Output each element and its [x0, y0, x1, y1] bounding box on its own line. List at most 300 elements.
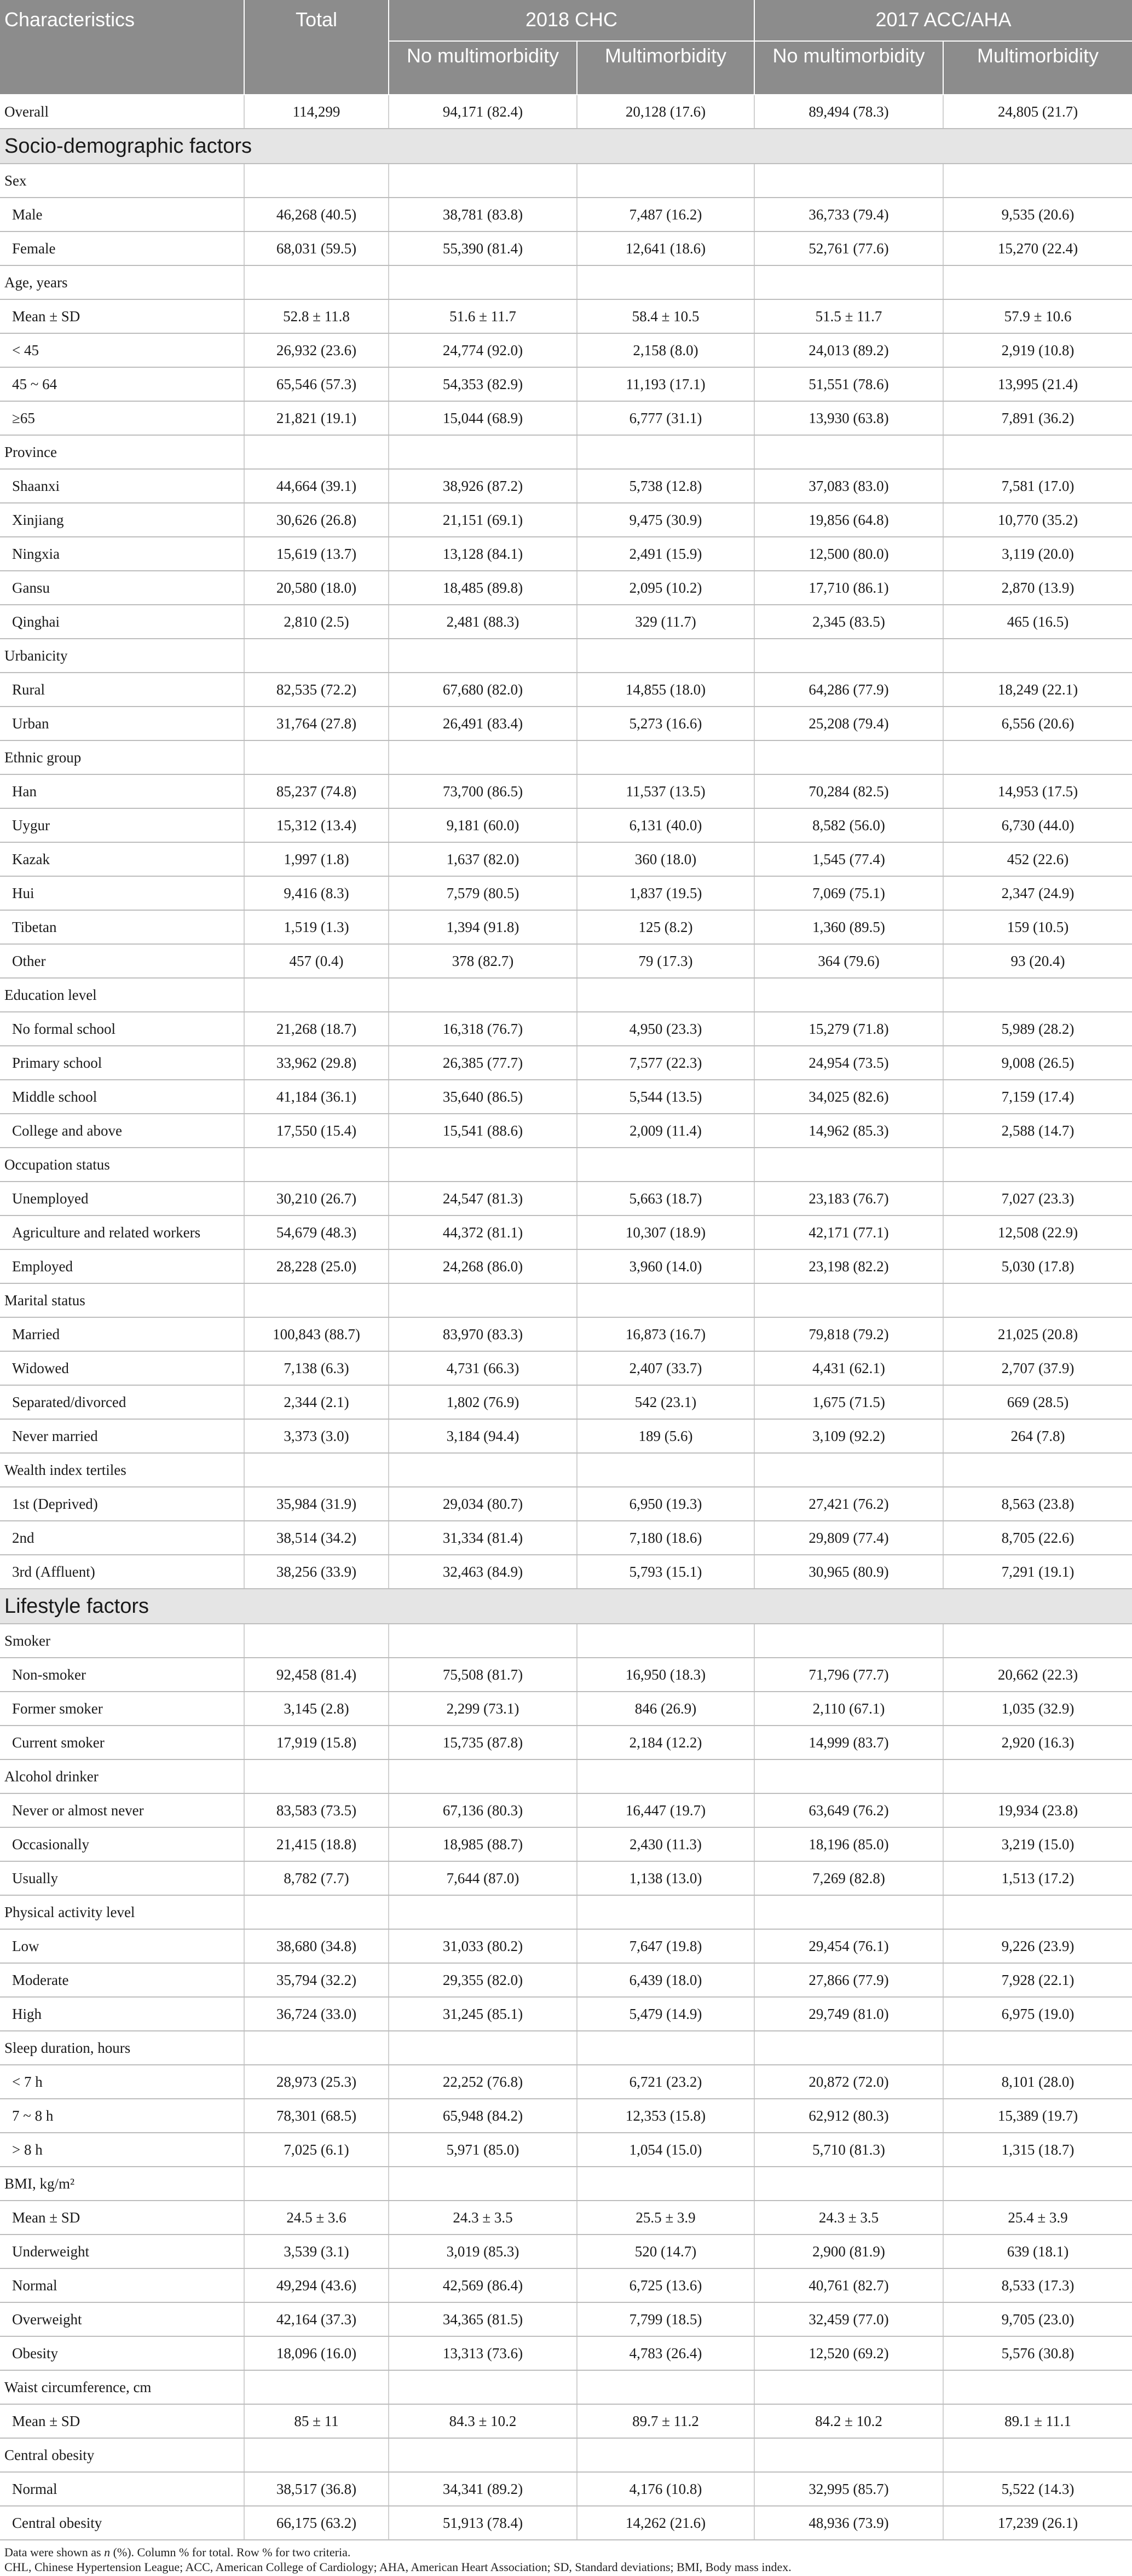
cell-chc-no-multimorbidity: 378 (82.7): [389, 944, 577, 978]
cell-total: 17,550 (15.4): [244, 1114, 389, 1148]
footnote-1-post: (%). Column % for total. Row % for two criteria.: [110, 2545, 351, 2559]
cell-chc-no-multimorbidity: 15,044 (68.9): [389, 401, 577, 435]
subcategory-row: [0, 2167, 1132, 2201]
cell-acc-multimorbidity: 93 (20.4): [943, 944, 1132, 978]
cell-acc-multimorbidity: 3,219 (15.0): [943, 1827, 1132, 1861]
cell-total: 38,680 (34.8): [244, 1929, 389, 1963]
subcategory-row: [0, 2438, 1132, 2472]
empty-cell: [389, 435, 577, 469]
cell-total: 35,794 (32.2): [244, 1963, 389, 1997]
cell-chc-no-multimorbidity: 16,318 (76.7): [389, 1012, 577, 1046]
row-label: Mean ± SD: [0, 2404, 244, 2438]
cell-acc-multimorbidity: 1,315 (18.7): [943, 2133, 1132, 2167]
section-label: Lifestyle factors: [0, 1589, 1132, 1624]
cell-total: 36,724 (33.0): [244, 1997, 389, 2031]
cell-chc-multimorbidity: 4,176 (10.8): [577, 2472, 754, 2506]
cell-chc-multimorbidity: 2,407 (33.7): [577, 1351, 754, 1385]
cell-chc-multimorbidity: 1,837 (19.5): [577, 876, 754, 910]
table-row: [0, 673, 1132, 707]
cell-total: 52.8 ± 11.8: [244, 299, 389, 333]
cell-chc-no-multimorbidity: 35,640 (86.5): [389, 1080, 577, 1114]
row-label: Normal: [0, 2268, 244, 2302]
subcategory-label: Province: [0, 435, 244, 469]
cell-chc-no-multimorbidity: 29,034 (80.7): [389, 1487, 577, 1521]
empty-cell: [244, 164, 389, 198]
empty-cell: [244, 978, 389, 1012]
cell-chc-multimorbidity: 7,180 (18.6): [577, 1521, 754, 1555]
row-label: College and above: [0, 1114, 244, 1148]
header-chc-multimorbidity: Multimorbidity: [577, 41, 754, 95]
cell-acc-multimorbidity: 7,928 (22.1): [943, 1963, 1132, 1997]
cell-chc-no-multimorbidity: 54,353 (82.9): [389, 367, 577, 401]
cell-total: 2,344 (2.1): [244, 1385, 389, 1419]
cell-acc-no-multimorbidity: 32,459 (77.0): [754, 2302, 943, 2336]
cell-total: 18,096 (16.0): [244, 2336, 389, 2370]
cell-total: 3,373 (3.0): [244, 1419, 389, 1453]
empty-cell: [244, 2031, 389, 2065]
cell-total: 44,664 (39.1): [244, 469, 389, 503]
cell-chc-no-multimorbidity: 1,637 (82.0): [389, 842, 577, 876]
cell-acc-no-multimorbidity: 7,269 (82.8): [754, 1861, 943, 1895]
cell-chc-no-multimorbidity: 4,731 (66.3): [389, 1351, 577, 1385]
empty-cell: [389, 2438, 577, 2472]
cell-chc-multimorbidity: 846 (26.9): [577, 1692, 754, 1726]
cell-acc-no-multimorbidity: 27,421 (76.2): [754, 1487, 943, 1521]
empty-cell: [754, 265, 943, 299]
table-row: [0, 910, 1132, 944]
cell-total: 17,919 (15.8): [244, 1726, 389, 1759]
cell-acc-multimorbidity: 15,270 (22.4): [943, 231, 1132, 265]
table-row: [0, 1521, 1132, 1555]
cell-acc-multimorbidity: 2,588 (14.7): [943, 1114, 1132, 1148]
cell-acc-no-multimorbidity: 70,284 (82.5): [754, 774, 943, 808]
cell-chc-multimorbidity: 6,439 (18.0): [577, 1963, 754, 1997]
empty-cell: [389, 2370, 577, 2404]
empty-cell: [389, 1148, 577, 1182]
cell-chc-no-multimorbidity: 22,252 (76.8): [389, 2065, 577, 2099]
cell-total: 7,025 (6.1): [244, 2133, 389, 2167]
row-label: Separated/divorced: [0, 1385, 244, 1419]
cell-acc-no-multimorbidity: 23,183 (76.7): [754, 1182, 943, 1215]
empty-cell: [244, 1624, 389, 1658]
cell-chc-no-multimorbidity: 34,365 (81.5): [389, 2302, 577, 2336]
cell-chc-no-multimorbidity: 51.6 ± 11.7: [389, 299, 577, 333]
row-label: < 7 h: [0, 2065, 244, 2099]
table-row: [0, 1793, 1132, 1827]
table-row: [0, 1487, 1132, 1521]
cell-acc-no-multimorbidity: 20,872 (72.0): [754, 2065, 943, 2099]
cell-chc-multimorbidity: 7,799 (18.5): [577, 2302, 754, 2336]
cell-chc-multimorbidity: 16,873 (16.7): [577, 1317, 754, 1351]
row-label: Overweight: [0, 2302, 244, 2336]
cell-chc-multimorbidity: 2,184 (12.2): [577, 1726, 754, 1759]
cell-acc-no-multimorbidity: 2,900 (81.9): [754, 2235, 943, 2268]
table-row: [0, 1963, 1132, 1997]
cell-acc-multimorbidity: 8,705 (22.6): [943, 1521, 1132, 1555]
cell-total: 54,679 (48.3): [244, 1215, 389, 1249]
cell-chc-multimorbidity: 14,855 (18.0): [577, 673, 754, 707]
empty-cell: [943, 639, 1132, 673]
cell-acc-multimorbidity: 19,934 (23.8): [943, 1793, 1132, 1827]
row-label: Xinjiang: [0, 503, 244, 537]
cell-acc-no-multimorbidity: 29,454 (76.1): [754, 1929, 943, 1963]
empty-cell: [244, 2370, 389, 2404]
cell-acc-no-multimorbidity: 30,965 (80.9): [754, 1555, 943, 1589]
cell-acc-multimorbidity: 89.1 ± 11.1: [943, 2404, 1132, 2438]
cell-acc-no-multimorbidity: 24,954 (73.5): [754, 1046, 943, 1080]
empty-cell: [244, 1453, 389, 1487]
empty-cell: [754, 2031, 943, 2065]
empty-cell: [754, 1283, 943, 1317]
cell-chc-multimorbidity: 11,193 (17.1): [577, 367, 754, 401]
cell-chc-multimorbidity: 6,950 (19.3): [577, 1487, 754, 1521]
cell-chc-no-multimorbidity: 44,372 (81.1): [389, 1215, 577, 1249]
cell-chc-multimorbidity: 5,793 (15.1): [577, 1555, 754, 1589]
subcategory-label: Waist circumference, cm: [0, 2370, 244, 2404]
cell-acc-multimorbidity: 452 (22.6): [943, 842, 1132, 876]
cell-acc-multimorbidity: 5,030 (17.8): [943, 1249, 1132, 1283]
row-label: No formal school: [0, 1012, 244, 1046]
row-label: Employed: [0, 1249, 244, 1283]
subcategory-label: Education level: [0, 978, 244, 1012]
cell-chc-multimorbidity: 10,307 (18.9): [577, 1215, 754, 1249]
empty-cell: [754, 2167, 943, 2201]
row-label: 45 ~ 64: [0, 367, 244, 401]
cell-chc-multimorbidity: 20,128 (17.6): [577, 95, 754, 129]
cell-chc-multimorbidity: 7,487 (16.2): [577, 198, 754, 231]
table-row: [0, 2099, 1132, 2133]
cell-chc-multimorbidity: 5,544 (13.5): [577, 1080, 754, 1114]
row-label: Han: [0, 774, 244, 808]
subcategory-label: Smoker: [0, 1624, 244, 1658]
cell-chc-multimorbidity: 5,738 (12.8): [577, 469, 754, 503]
cell-chc-no-multimorbidity: 75,508 (81.7): [389, 1658, 577, 1692]
cell-total: 42,164 (37.3): [244, 2302, 389, 2336]
table-row: [0, 1080, 1132, 1114]
cell-chc-no-multimorbidity: 18,485 (89.8): [389, 571, 577, 605]
cell-chc-no-multimorbidity: 73,700 (86.5): [389, 774, 577, 808]
row-label: Agriculture and related workers: [0, 1215, 244, 1249]
row-label: Former smoker: [0, 1692, 244, 1726]
table-row: [0, 503, 1132, 537]
table-row: [0, 2302, 1132, 2336]
cell-acc-multimorbidity: 20,662 (22.3): [943, 1658, 1132, 1692]
cell-acc-multimorbidity: 264 (7.8): [943, 1419, 1132, 1453]
empty-cell: [943, 1283, 1132, 1317]
table-row: [0, 571, 1132, 605]
row-label: Middle school: [0, 1080, 244, 1114]
cell-acc-multimorbidity: 18,249 (22.1): [943, 673, 1132, 707]
table-row: [0, 944, 1132, 978]
empty-cell: [943, 740, 1132, 774]
cell-chc-no-multimorbidity: 21,151 (69.1): [389, 503, 577, 537]
footnote-1-n: n: [104, 2545, 111, 2559]
cell-chc-multimorbidity: 329 (11.7): [577, 605, 754, 639]
row-label: Male: [0, 198, 244, 231]
cell-chc-multimorbidity: 3,960 (14.0): [577, 1249, 754, 1283]
empty-cell: [577, 2438, 754, 2472]
table-body: [0, 95, 1132, 2540]
cell-chc-multimorbidity: 16,950 (18.3): [577, 1658, 754, 1692]
row-label: Overall: [0, 95, 244, 129]
row-label: 7 ~ 8 h: [0, 2099, 244, 2133]
cell-chc-multimorbidity: 12,641 (18.6): [577, 231, 754, 265]
row-label: Obesity: [0, 2336, 244, 2370]
cell-acc-no-multimorbidity: 12,520 (69.2): [754, 2336, 943, 2370]
empty-cell: [943, 164, 1132, 198]
empty-cell: [577, 164, 754, 198]
empty-cell: [943, 1759, 1132, 1793]
cell-chc-multimorbidity: 4,950 (23.3): [577, 1012, 754, 1046]
row-label: Mean ± SD: [0, 2201, 244, 2235]
cell-acc-no-multimorbidity: 64,286 (77.9): [754, 673, 943, 707]
empty-cell: [754, 1148, 943, 1182]
cell-acc-multimorbidity: 1,513 (17.2): [943, 1861, 1132, 1895]
empty-cell: [754, 2370, 943, 2404]
empty-cell: [577, 740, 754, 774]
row-label: Uygur: [0, 808, 244, 842]
header-chc-no-multimorbidity: No multimorbidity: [389, 41, 577, 95]
row-label: Female: [0, 231, 244, 265]
cell-chc-no-multimorbidity: 2,481 (88.3): [389, 605, 577, 639]
section-row: [0, 129, 1132, 164]
row-label: Widowed: [0, 1351, 244, 1385]
subcategory-row: [0, 1624, 1132, 1658]
empty-cell: [754, 435, 943, 469]
row-label: 1st (Deprived): [0, 1487, 244, 1521]
cell-acc-no-multimorbidity: 2,345 (83.5): [754, 605, 943, 639]
empty-cell: [754, 740, 943, 774]
subcategory-row: [0, 740, 1132, 774]
cell-total: 30,626 (26.8): [244, 503, 389, 537]
cell-chc-multimorbidity: 2,491 (15.9): [577, 537, 754, 571]
table-row: [0, 2268, 1132, 2302]
cell-chc-no-multimorbidity: 38,926 (87.2): [389, 469, 577, 503]
row-label: Rural: [0, 673, 244, 707]
cell-chc-multimorbidity: 9,475 (30.9): [577, 503, 754, 537]
empty-cell: [389, 1283, 577, 1317]
cell-chc-no-multimorbidity: 55,390 (81.4): [389, 231, 577, 265]
cell-acc-no-multimorbidity: 29,749 (81.0): [754, 1997, 943, 2031]
table-row: [0, 1827, 1132, 1861]
subcategory-label: Sex: [0, 164, 244, 198]
cell-acc-multimorbidity: 2,707 (37.9): [943, 1351, 1132, 1385]
cell-acc-no-multimorbidity: 89,494 (78.3): [754, 95, 943, 129]
empty-cell: [389, 1759, 577, 1793]
subcategory-label: BMI, kg/m²: [0, 2167, 244, 2201]
cell-acc-no-multimorbidity: 79,818 (79.2): [754, 1317, 943, 1351]
cell-chc-multimorbidity: 5,663 (18.7): [577, 1182, 754, 1215]
empty-cell: [389, 978, 577, 1012]
table-row: [0, 198, 1132, 231]
header-group-acc-aha: 2017 ACC/AHA: [754, 0, 1132, 41]
table-header: [0, 0, 1132, 95]
table-row: [0, 1929, 1132, 1963]
cell-chc-multimorbidity: 189 (5.6): [577, 1419, 754, 1453]
table-row: [0, 2065, 1132, 2099]
empty-cell: [577, 1895, 754, 1929]
subcategory-label: Alcohol drinker: [0, 1759, 244, 1793]
cell-chc-multimorbidity: 11,537 (13.5): [577, 774, 754, 808]
cell-acc-multimorbidity: 25.4 ± 3.9: [943, 2201, 1132, 2235]
footnote-line-1: [4, 2545, 1132, 2560]
cell-acc-no-multimorbidity: 1,675 (71.5): [754, 1385, 943, 1419]
cell-acc-no-multimorbidity: 19,856 (64.8): [754, 503, 943, 537]
cell-acc-no-multimorbidity: 8,582 (56.0): [754, 808, 943, 842]
cell-chc-no-multimorbidity: 13,128 (84.1): [389, 537, 577, 571]
cell-acc-no-multimorbidity: 62,912 (80.3): [754, 2099, 943, 2133]
empty-cell: [577, 435, 754, 469]
section-label: Socio-demographic factors: [0, 129, 1132, 164]
subcategory-row: [0, 1148, 1132, 1182]
cell-total: 66,175 (63.2): [244, 2506, 389, 2540]
table-row: [0, 95, 1132, 129]
header-acc-no-multimorbidity: No multimorbidity: [754, 41, 943, 95]
subcategory-label: Physical activity level: [0, 1895, 244, 1929]
cell-total: 33,962 (29.8): [244, 1046, 389, 1080]
cell-total: 114,299: [244, 95, 389, 129]
subcategory-row: [0, 2370, 1132, 2404]
header-group-chc: 2018 CHC: [389, 0, 754, 41]
empty-cell: [943, 265, 1132, 299]
cell-total: 68,031 (59.5): [244, 231, 389, 265]
cell-acc-no-multimorbidity: 84.2 ± 10.2: [754, 2404, 943, 2438]
cell-chc-no-multimorbidity: 84.3 ± 10.2: [389, 2404, 577, 2438]
empty-cell: [244, 639, 389, 673]
cell-acc-multimorbidity: 8,101 (28.0): [943, 2065, 1132, 2099]
cell-acc-no-multimorbidity: 14,962 (85.3): [754, 1114, 943, 1148]
cell-chc-multimorbidity: 520 (14.7): [577, 2235, 754, 2268]
cell-acc-multimorbidity: 9,705 (23.0): [943, 2302, 1132, 2336]
cell-acc-no-multimorbidity: 51,551 (78.6): [754, 367, 943, 401]
table-row: [0, 1012, 1132, 1046]
cell-chc-multimorbidity: 2,009 (11.4): [577, 1114, 754, 1148]
cell-acc-multimorbidity: 3,119 (20.0): [943, 537, 1132, 571]
empty-cell: [389, 164, 577, 198]
empty-cell: [577, 639, 754, 673]
cell-chc-no-multimorbidity: 15,735 (87.8): [389, 1726, 577, 1759]
table-row: [0, 1182, 1132, 1215]
cell-chc-no-multimorbidity: 7,644 (87.0): [389, 1861, 577, 1895]
table-row: [0, 537, 1132, 571]
cell-chc-multimorbidity: 2,158 (8.0): [577, 333, 754, 367]
cell-acc-no-multimorbidity: 51.5 ± 11.7: [754, 299, 943, 333]
empty-cell: [244, 740, 389, 774]
cell-acc-no-multimorbidity: 14,999 (83.7): [754, 1726, 943, 1759]
subcategory-row: [0, 1453, 1132, 1487]
table-row: [0, 1317, 1132, 1351]
cell-acc-multimorbidity: 7,891 (36.2): [943, 401, 1132, 435]
subcategory-row: [0, 978, 1132, 1012]
empty-cell: [943, 2031, 1132, 2065]
empty-cell: [943, 1453, 1132, 1487]
cell-chc-no-multimorbidity: 7,579 (80.5): [389, 876, 577, 910]
cell-total: 28,973 (25.3): [244, 2065, 389, 2099]
cell-acc-multimorbidity: 5,576 (30.8): [943, 2336, 1132, 2370]
table-row: [0, 2404, 1132, 2438]
cell-total: 1,519 (1.3): [244, 910, 389, 944]
cell-total: 21,268 (18.7): [244, 1012, 389, 1046]
row-label: Current smoker: [0, 1726, 244, 1759]
cell-total: 35,984 (31.9): [244, 1487, 389, 1521]
empty-cell: [577, 1148, 754, 1182]
empty-cell: [389, 1453, 577, 1487]
row-label: < 45: [0, 333, 244, 367]
empty-cell: [754, 1453, 943, 1487]
cell-total: 30,210 (26.7): [244, 1182, 389, 1215]
cell-total: 82,535 (72.2): [244, 673, 389, 707]
empty-cell: [943, 978, 1132, 1012]
table-row: [0, 401, 1132, 435]
cell-total: 85 ± 11: [244, 2404, 389, 2438]
empty-cell: [943, 2167, 1132, 2201]
row-label: 3rd (Affluent): [0, 1555, 244, 1589]
cell-chc-no-multimorbidity: 65,948 (84.2): [389, 2099, 577, 2133]
cell-chc-no-multimorbidity: 18,985 (88.7): [389, 1827, 577, 1861]
empty-cell: [754, 2438, 943, 2472]
row-label: Ningxia: [0, 537, 244, 571]
cell-acc-no-multimorbidity: 1,545 (77.4): [754, 842, 943, 876]
cell-total: 15,312 (13.4): [244, 808, 389, 842]
cell-chc-multimorbidity: 2,430 (11.3): [577, 1827, 754, 1861]
row-label: Underweight: [0, 2235, 244, 2268]
cell-chc-no-multimorbidity: 24,547 (81.3): [389, 1182, 577, 1215]
empty-cell: [754, 639, 943, 673]
empty-cell: [943, 1148, 1132, 1182]
cell-chc-multimorbidity: 6,721 (23.2): [577, 2065, 754, 2099]
row-label: Married: [0, 1317, 244, 1351]
empty-cell: [754, 1895, 943, 1929]
cell-chc-multimorbidity: 5,273 (16.6): [577, 707, 754, 740]
row-label: Hui: [0, 876, 244, 910]
cell-chc-multimorbidity: 4,783 (26.4): [577, 2336, 754, 2370]
cell-acc-no-multimorbidity: 34,025 (82.6): [754, 1080, 943, 1114]
empty-cell: [244, 1759, 389, 1793]
cell-chc-multimorbidity: 6,777 (31.1): [577, 401, 754, 435]
cell-acc-multimorbidity: 1,035 (32.9): [943, 1692, 1132, 1726]
cell-acc-no-multimorbidity: 2,110 (67.1): [754, 1692, 943, 1726]
cell-total: 38,256 (33.9): [244, 1555, 389, 1589]
subcategory-label: Ethnic group: [0, 740, 244, 774]
row-label: Primary school: [0, 1046, 244, 1080]
cell-acc-no-multimorbidity: 12,500 (80.0): [754, 537, 943, 571]
cell-chc-no-multimorbidity: 26,385 (77.7): [389, 1046, 577, 1080]
cell-acc-multimorbidity: 159 (10.5): [943, 910, 1132, 944]
table-row: [0, 1419, 1132, 1453]
table-row: [0, 333, 1132, 367]
cell-acc-no-multimorbidity: 5,710 (81.3): [754, 2133, 943, 2167]
cell-chc-no-multimorbidity: 9,181 (60.0): [389, 808, 577, 842]
subcategory-row: [0, 1283, 1132, 1317]
table-row: [0, 1555, 1132, 1589]
cell-chc-no-multimorbidity: 3,184 (94.4): [389, 1419, 577, 1453]
cell-total: 92,458 (81.4): [244, 1658, 389, 1692]
cell-total: 100,843 (88.7): [244, 1317, 389, 1351]
cell-chc-multimorbidity: 79 (17.3): [577, 944, 754, 978]
row-label: Qinghai: [0, 605, 244, 639]
cell-total: 2,810 (2.5): [244, 605, 389, 639]
cell-acc-no-multimorbidity: 23,198 (82.2): [754, 1249, 943, 1283]
row-label: High: [0, 1997, 244, 2031]
cell-acc-multimorbidity: 17,239 (26.1): [943, 2506, 1132, 2540]
row-label: Shaanxi: [0, 469, 244, 503]
cell-chc-no-multimorbidity: 31,334 (81.4): [389, 1521, 577, 1555]
row-label: Never or almost never: [0, 1793, 244, 1827]
cell-acc-multimorbidity: 14,953 (17.5): [943, 774, 1132, 808]
cell-total: 41,184 (36.1): [244, 1080, 389, 1114]
empty-cell: [943, 1895, 1132, 1929]
table-row: [0, 299, 1132, 333]
